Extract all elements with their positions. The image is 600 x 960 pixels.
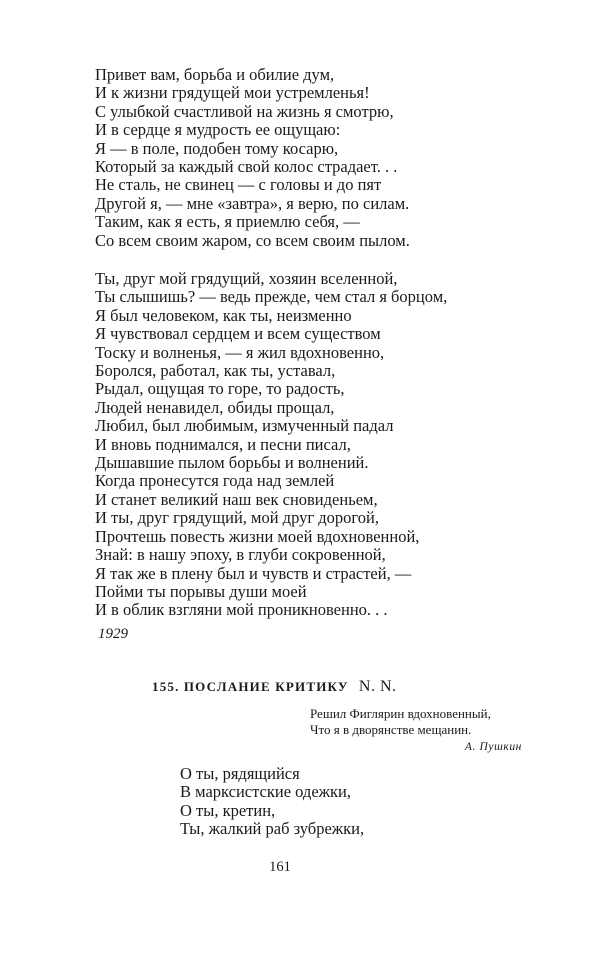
poem-title <box>152 678 397 696</box>
verse-line: О ты, кретин, <box>180 800 276 820</box>
verse-line: Со всем своим жаром, со всем своим пылом. <box>95 230 410 250</box>
verse-line: И станет великий наш век сновиденьем, <box>95 489 378 509</box>
verse-line: Ты, жалкий раб зубрежки, <box>180 819 365 839</box>
poem-stanza-1 <box>95 66 410 250</box>
poem-stanza-2 <box>95 270 447 620</box>
verse-line: Ты, друг мой грядущий, хозяин вселенной, <box>95 269 398 288</box>
epigraph-line: Что я в дворянстве мещанин. <box>310 722 472 737</box>
verse-line: Тоску и волненья, — я жил вдохновенно, <box>95 342 385 362</box>
verse-line: Я чувствовал сердцем и всем существом <box>95 324 381 344</box>
verse-line: Я — в поле, подобен тому косарю, <box>95 138 339 158</box>
page-number: 161 <box>269 859 291 875</box>
verse-line: Ты слышишь? — ведь прежде, чем стал я борцом, <box>95 287 448 307</box>
epigraph <box>310 706 491 738</box>
poem-stanza-3 <box>180 765 364 839</box>
verse-line: Я был человеком, как ты, неизменно <box>95 305 352 325</box>
verse-line: О ты, рядящийся <box>180 764 300 783</box>
verse-line: И ты, друг грядущий, мой друг дорогой, <box>95 508 379 528</box>
verse-line: Прочтешь повесть жизни моей вдохновенной, <box>95 526 420 546</box>
poem-date: 1929 <box>98 626 128 642</box>
verse-line: Когда пронесутся года над землей <box>95 471 335 491</box>
epigraph-author: А. Пушкин <box>464 741 522 753</box>
verse-line: Боролся, работал, как ты, уставал, <box>95 361 336 381</box>
verse-line: Таким, как я есть, я приемлю себя, — <box>95 212 360 232</box>
poem-number: 155. <box>152 679 180 694</box>
epigraph-line: Решил Фиглярин вдохновенный, <box>310 706 491 721</box>
verse-line: В марксистские одежки, <box>180 782 352 802</box>
verse-line: И в облик взгляни мой проникновенно. . . <box>95 600 388 620</box>
poem-title-addressee: N. N. <box>358 678 397 695</box>
verse-line: Другой я, — мне «завтра», я верю, по силам. <box>95 193 410 213</box>
verse-line: Не сталь, не свинец — с головы и до пят <box>95 175 382 195</box>
verse-line: Рыдал, ощущая то горе, то радость, <box>95 379 345 399</box>
verse-line: Дышавшие пылом борьбы и волнений. <box>95 453 369 473</box>
verse-line: Пойми ты порывы души моей <box>95 581 307 601</box>
verse-line: Я так же в плену был и чувств и страстей, — <box>95 563 412 583</box>
verse-line: Знай: в нашу эпоху, в глуби сокровенной, <box>95 545 386 565</box>
verse-line: И в сердце я мудрость ее ощущаю: <box>95 120 341 140</box>
poem-title-caps: ПОСЛАНИЕ КРИТИКУ <box>183 679 349 694</box>
verse-line: Любил, был любимым, измученный падал <box>95 416 394 436</box>
verse-line: Привет вам, борьба и обилие дум, <box>95 65 335 84</box>
verse-line: Людей ненавидел, обиды прощал, <box>95 397 335 417</box>
verse-line: С улыбкой счастливой на жизнь я смотрю, <box>95 101 394 121</box>
verse-line: И вновь поднимался, и песни писал, <box>95 434 351 454</box>
verse-line: И к жизни грядущей мои устремленья! <box>95 83 370 103</box>
verse-line: Который за каждый свой колос страдает. . . <box>95 157 398 177</box>
